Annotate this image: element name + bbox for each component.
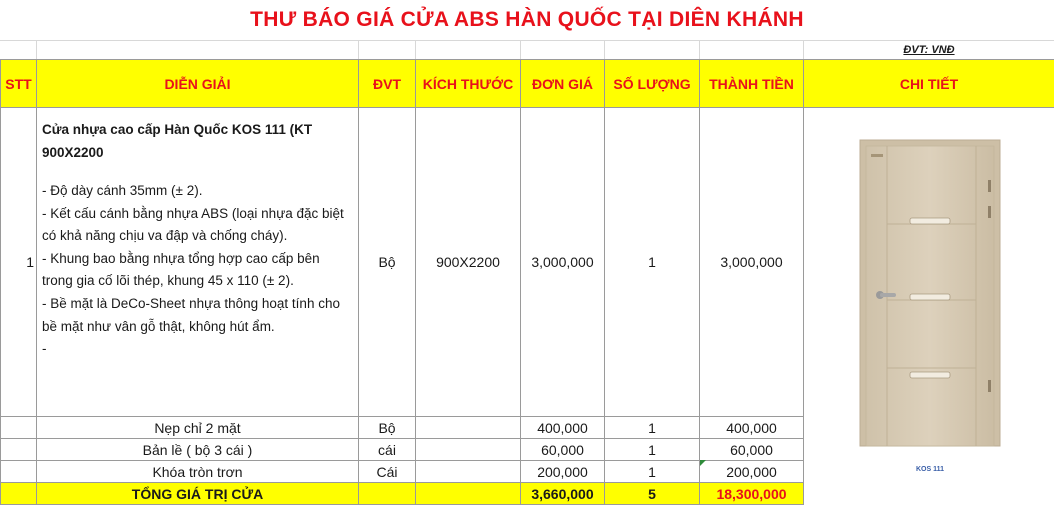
- total-qty: 5: [605, 483, 700, 505]
- item-qty: 1: [605, 417, 700, 439]
- item-qty: 1: [605, 461, 700, 483]
- spec-line: - Độ dày cánh 35mm (± 2).: [42, 183, 203, 198]
- item-price: 60,000: [521, 439, 605, 461]
- total-price: 3,660,000: [521, 483, 605, 505]
- item-name: Nẹp chỉ 2 mặt: [37, 417, 359, 439]
- header-detail: CHI TIẾT: [804, 60, 1054, 108]
- currency-unit-note: ĐVT: VNĐ: [903, 44, 955, 56]
- cell-comment-marker: [700, 460, 706, 466]
- item-name: Khóa tròn trơn: [37, 461, 359, 483]
- item-total: 200,000: [700, 461, 804, 483]
- main-item-stt: 1: [1, 108, 37, 417]
- item-price: 200,000: [521, 461, 605, 483]
- header-description: DIỄN GIẢI: [37, 60, 359, 108]
- main-item-total: 3,000,000: [700, 108, 804, 417]
- item-price: 400,000: [521, 417, 605, 439]
- item-unit: Bộ: [359, 417, 416, 439]
- item-name: Bản lề ( bộ 3 cái ): [37, 439, 359, 461]
- page-title: THƯ BÁO GIÁ CỬA ABS HÀN QUỐC TẠI DIÊN KHÁNH: [250, 8, 804, 31]
- header-unit-price: ĐƠN GIÁ: [521, 60, 605, 108]
- total-row: [1, 483, 1054, 505]
- item-unit: Cái: [359, 461, 416, 483]
- header-stt: STT: [1, 60, 37, 108]
- door-image: [840, 132, 1020, 472]
- main-item-size: 900X2200: [416, 108, 521, 417]
- item-total: 400,000: [700, 417, 804, 439]
- item-qty: 1: [605, 439, 700, 461]
- header-quantity: SỐ LƯỢNG: [605, 60, 700, 108]
- header-size: KÍCH THƯỚC: [416, 60, 521, 108]
- header-unit: ĐVT: [359, 60, 416, 108]
- main-item-qty: 1: [605, 108, 700, 417]
- main-item-unit: Bộ: [359, 108, 416, 417]
- item-total: 60,000: [700, 439, 804, 461]
- main-item-price: 3,000,000: [521, 108, 605, 417]
- spec-line: - Kết cấu cánh bằng nhựa ABS (loại nhựa đặc biệt có khả năng chịu va đập và chống cháy).: [42, 205, 344, 244]
- main-item-title: Cửa nhựa cao cấp Hàn Quốc KOS 111 (KT 900X2200: [42, 122, 313, 160]
- main-item-description: [37, 108, 359, 417]
- header-amount: THÀNH TIỀN: [700, 60, 804, 108]
- door-illustration: [840, 132, 1020, 472]
- spec-line: - Bề mặt là DeCo-Sheet nhựa thông hoạt tính cho bề mặt như vân gỗ thật, không hút ẩm.: [42, 295, 340, 334]
- item-unit: cái: [359, 439, 416, 461]
- total-label: TỔNG GIÁ TRỊ CỬA: [37, 483, 359, 505]
- spec-line: - Khung bao bằng nhựa tổng hợp cao cấp bên trong gia cố lõi thép, khung 45 x 110 (± 2).: [42, 250, 320, 289]
- spec-line: -: [42, 341, 47, 357]
- header-row: [1, 60, 1054, 108]
- door-caption: KOS 111: [915, 466, 945, 472]
- total-amount: 18,300,000: [700, 483, 804, 505]
